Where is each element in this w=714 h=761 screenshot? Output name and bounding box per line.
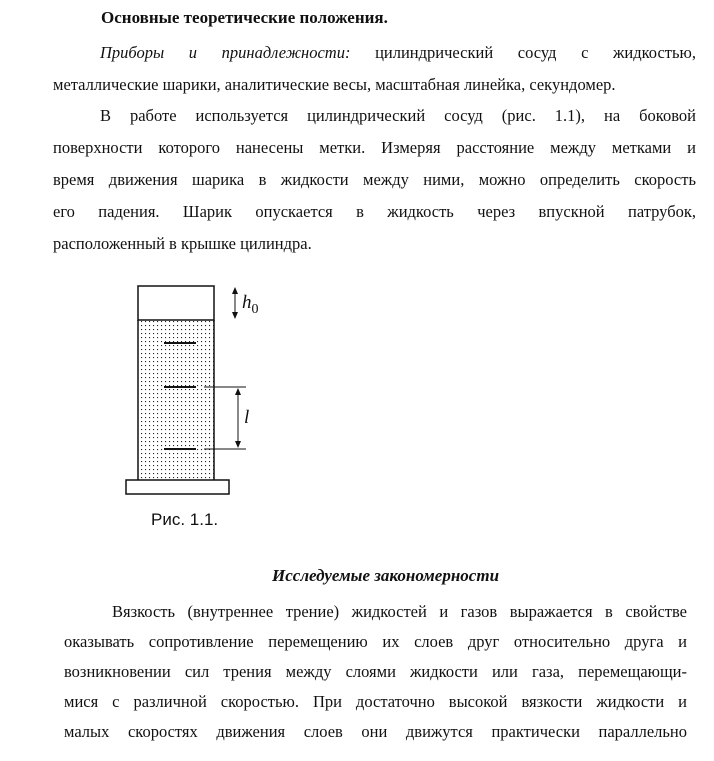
paragraph-line: малых скоростях движения слоев они движутся практически параллельно	[64, 722, 687, 741]
paragraph-line: оказывать сопротивление перемещению их слоев друг относительно друга и	[64, 632, 687, 651]
arrow-down-icon	[235, 441, 241, 448]
figure-caption: Рис. 1.1.	[151, 510, 219, 529]
theory-heading: Основные теоретические положения.	[101, 8, 388, 27]
viscosity-paragraph	[64, 597, 687, 747]
h-symbol: h	[242, 292, 252, 313]
h0-label	[242, 292, 259, 317]
instruments-list-start: цилиндрический сосуд с жидкостью,	[350, 43, 696, 62]
arrow-down-icon	[232, 312, 238, 319]
paragraph-line: поверхности которого нанесены метки. Измеряя расстояние между метками и	[53, 138, 696, 157]
paragraph-line: мися с различной скоростью. При достаточно высокой вязкости жидкости и	[64, 692, 687, 711]
h-subscript: 0	[251, 302, 259, 317]
paragraph-line: его падения. Шарик опускается в жидкость через впускной патрубок,	[53, 202, 696, 221]
cylinder-lid	[138, 286, 214, 320]
l-label: l	[244, 407, 250, 428]
instruments-label: Приборы и принадлежности:	[100, 43, 351, 62]
paragraph-line: металлические шарики, аналитические весы, масштабная линейка, секундомер.	[53, 75, 616, 94]
arrow-up-icon	[232, 287, 238, 294]
paragraph-line: возникновении сил трения между слоями жидкости или газа, перемещающи-	[64, 662, 687, 681]
paragraph-line	[53, 37, 696, 69]
arrow-up-icon	[235, 388, 241, 395]
paragraph-line: время движения шарика в жидкости между ними, можно определить скорость	[53, 170, 696, 189]
cylinder-figure	[120, 280, 300, 500]
paragraph-line: В работе используется цилиндрический сосуд (рис. 1.1), на боковой	[100, 106, 696, 125]
paragraph-line: Вязкость (внутреннее трение) жидкостей и газов выражается в свойстве	[112, 602, 687, 621]
description-paragraph	[53, 100, 696, 260]
section-title: Исследуемые закономерности	[272, 566, 500, 585]
paragraph-line: расположенный в крышке цилиндра.	[53, 234, 312, 253]
cylinder-base	[126, 480, 229, 494]
instruments-paragraph	[53, 37, 696, 101]
